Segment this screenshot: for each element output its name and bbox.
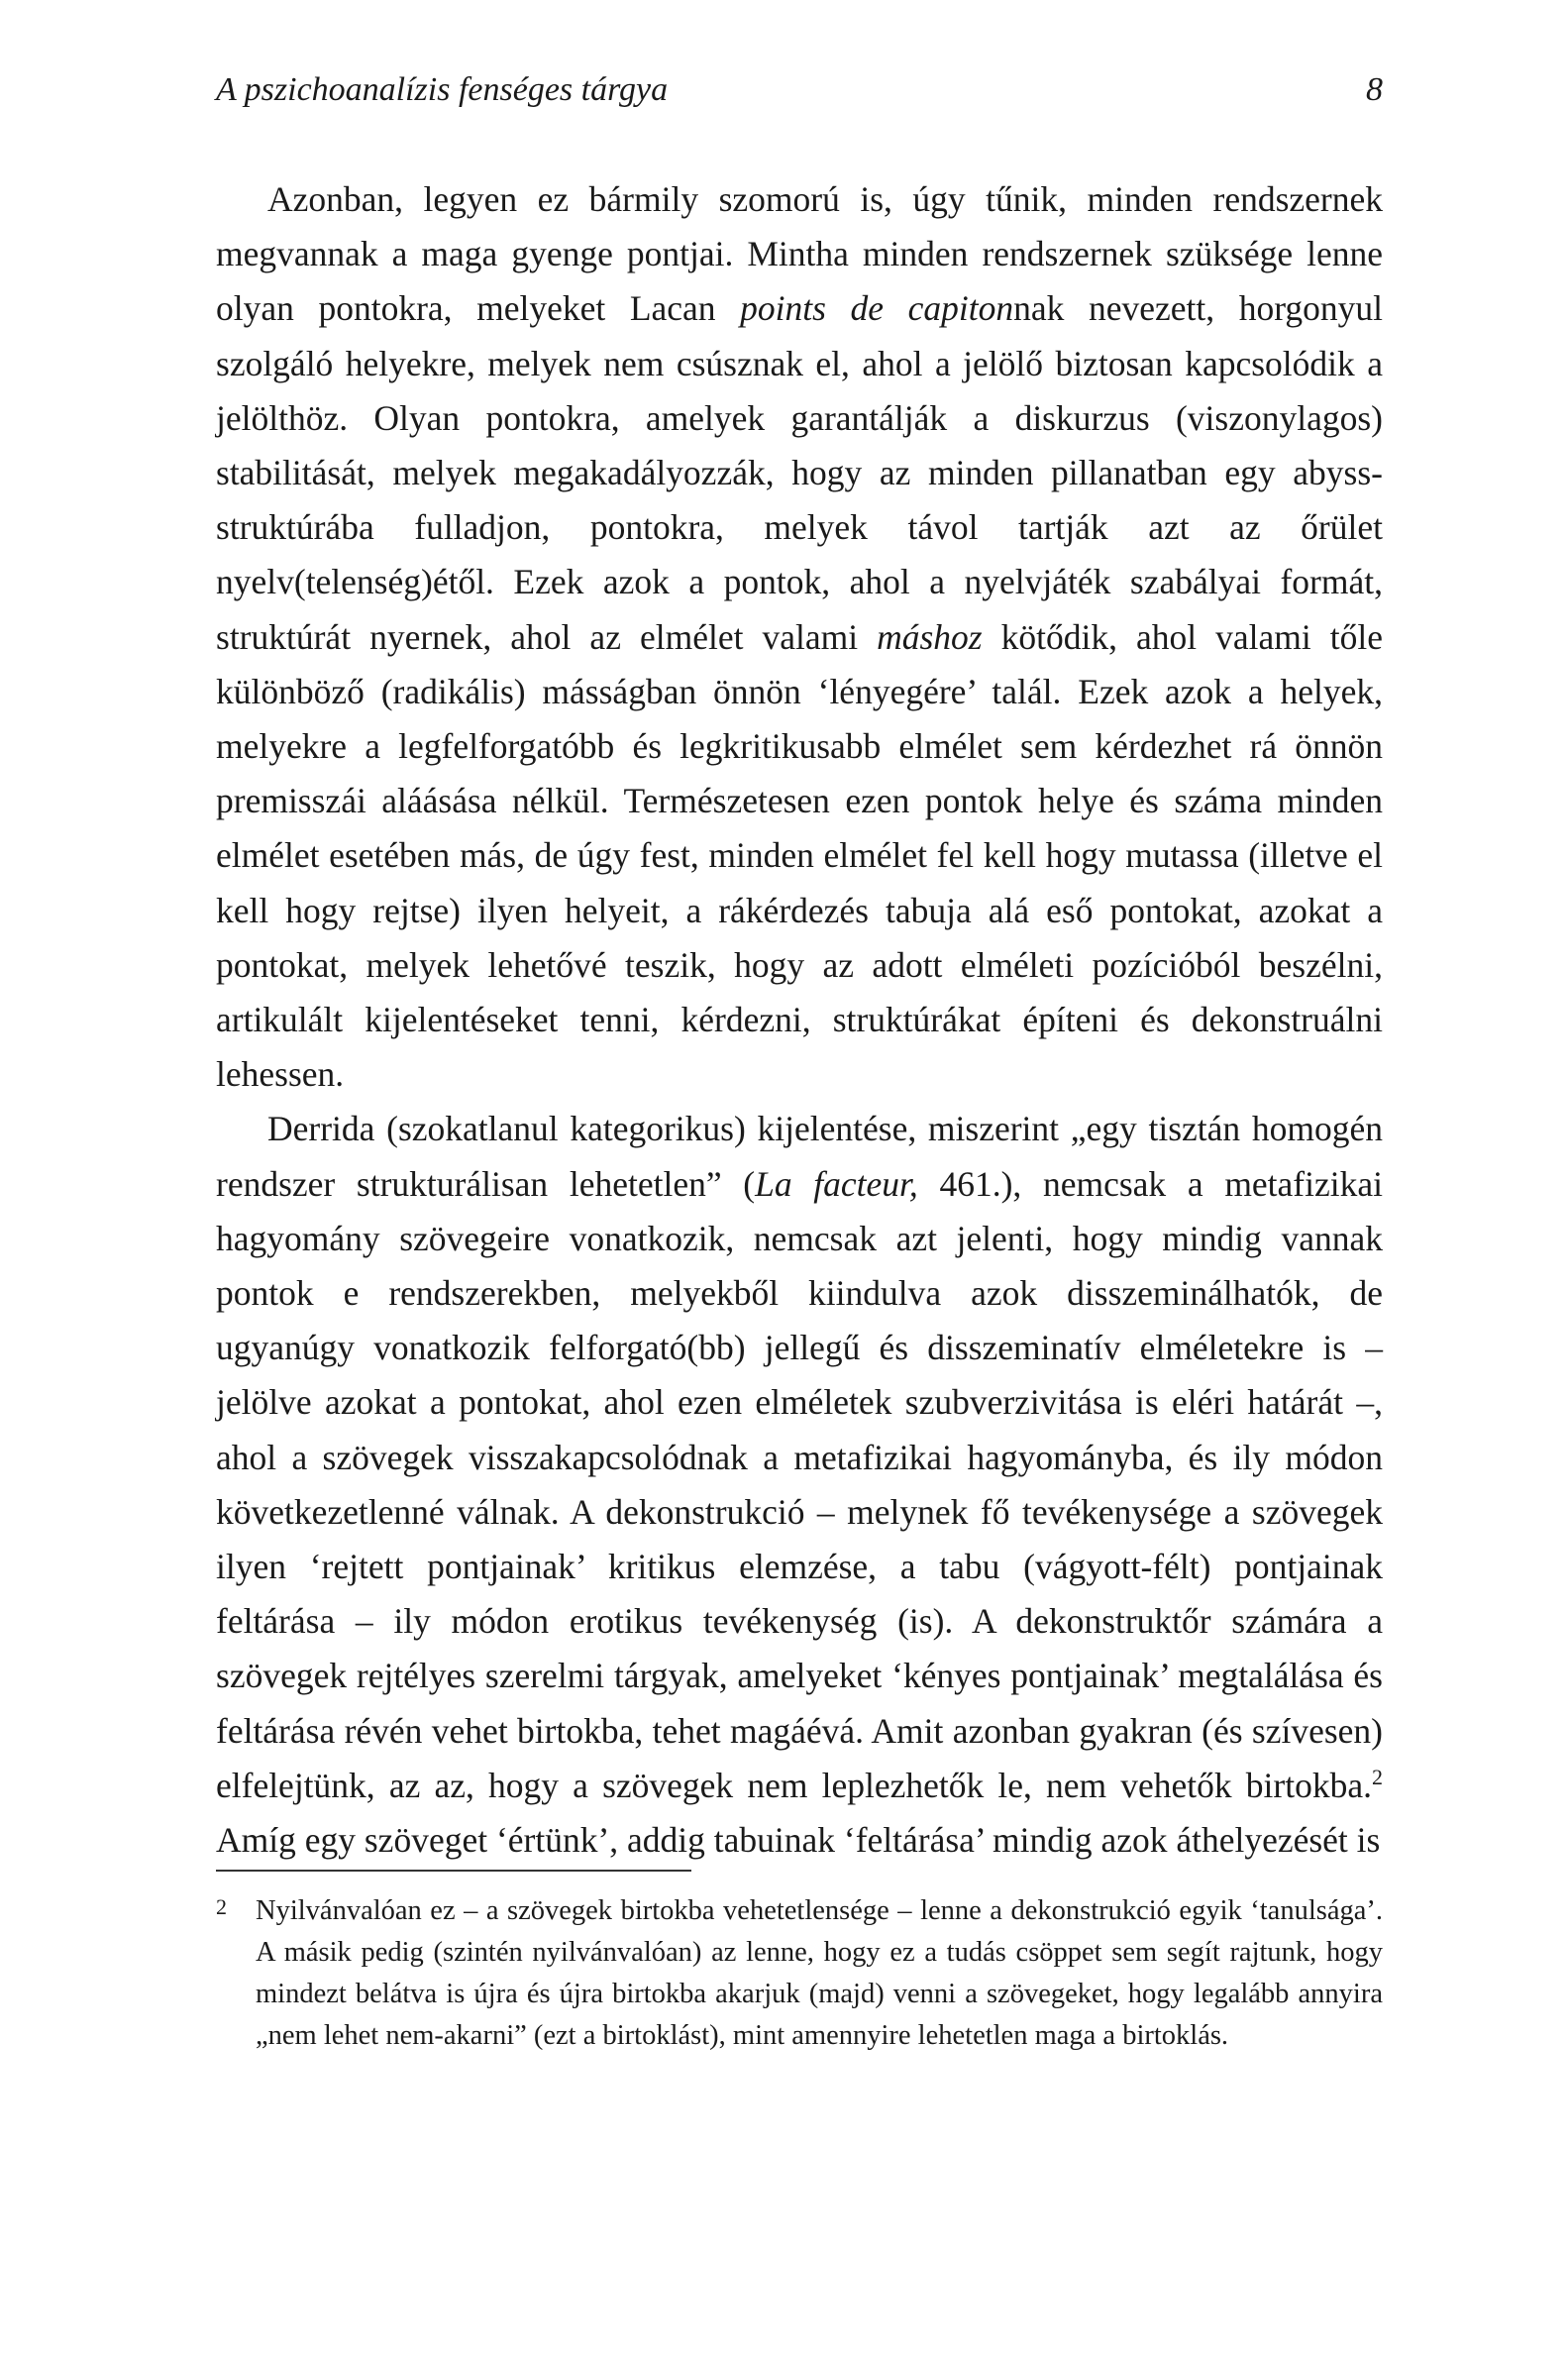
footnote-separator <box>216 1870 691 1872</box>
footnote-reference[interactable]: 2 <box>1372 1765 1383 1790</box>
paragraph-1 <box>216 172 1383 1102</box>
paragraph-2 <box>216 1102 1383 1868</box>
text-run: 461.), nemcsak a metafizikai hagyomány szövegeire vonatkozik, nemcsak azt jelenti, hogy mindig vannak pontok e rendszerekben, melyekből kiindulva azok disszeminálhatók, de ugyanúgy vonatkozik felforgató(bb) jellegű és disszeminatív elméletekre is – jelölve azokat a pontokat, ahol ezen elméletek szubverzivitása is eléri határát –, ahol a szövegek visszakapcsolódnak a metafizikai hagyományba, és ily módon következetlenné válnak. A dekonstrukció – melynek fő tevékenysége a szövegek ilyen ‘rejtett pontjainak’ kritikus elemzése, a tabu (vágyott-félt) pontjainak feltárása – ily módon erotikus tevékenység (is). A dekonstruktőr számára a szövegek rejtélyes szerelmi tárgyak, amelyeket ‘kényes pontjainak’ megtalálása és feltárása révén vehet birtokba, tehet magáévá. Amit azonban gyakran (és szívesen) elfelejtünk, az az, hogy a szövegek nem leplezhetők le, nem vehetők birtokba. <box>216 1163 1383 1805</box>
footnote <box>216 1890 1383 2057</box>
footnote-mark: 2 <box>216 1894 227 1919</box>
running-header <box>216 71 1383 121</box>
footnote-text: Nyilvánvalóan ez – a szövegek birtokba vehetetlensége – lenne a dekonstrukció egyik ‘tanulsága’. A másik pedig (szintén nyilvánvalóan) az lenne, hogy ez a tudás csöppet sem segít rajtunk, hogy mindezt belátva is újra és újra birtokba akarjuk (majd) venni a szövegeket, hogy legalább annyira „nem lehet nem-akarni” (ezt a birtoklást), mint amennyire lehetetlen maga a birtoklás. <box>256 1895 1383 2051</box>
text-run: Amíg egy szöveget ‘értünk’, addig tabuinak ‘feltárása’ mindig azok áthelyezését is <box>216 1820 1381 1861</box>
body-text <box>216 172 1383 1868</box>
running-title: A pszichoanalízis fenséges tárgya <box>216 71 669 108</box>
text-run: Azonban, legyen ez bármily szomorú is, úgy tűnik, minden rendszernek megvannak a maga gyenge pontjai. Mintha minden rendszernek szüksége lenne olyan pontokra, melyeket Lacan <box>216 179 1383 329</box>
italic-term-points-de-capiton: points de capiton <box>740 288 1014 329</box>
italic-term-mashoz: máshoz <box>877 616 983 657</box>
text-run: kötődik, ahol valami tőle különböző (radikális) másságban önnön ‘lényegére’ talál. Ezek azok a helyek, melyekre a legfelforgatóbb és legkritikusabb elmélet sem kérdezhet rá önnön premisszái aláásása nélkül. Természetesen ezen pontok helye és száma minden elmélet esetében más, de úgy fest, minden elmélet fel kell hogy mutassa (illetve el kell hogy rejtse) ilyen helyeit, a rákérdezés tabuja alá eső pontokat, azokat a pontokat, melyek lehetővé teszik, hogy az adott elméleti pozícióból beszélni, artikulált kijelentéseket tenni, kérdezni, struktúrákat építeni és dekonstruálni lehessen. <box>216 616 1383 1095</box>
text-run: nak nevezett, horgonyul szolgáló helyekre, melyek nem csúsznak el, ahol a jelölő biztosan kapcsolódik a jelölthöz. Olyan pontokra, amelyek garantálják a diskurzus (viszonylagos) stabilitását, melyek megakadályozzák, hogy az minden pillanatban egy abyss-struktúrába fulladjon, pontokra, melyek távol tartják azt az őrület nyelv(telenség)étől. Ezek azok a pontok, ahol a nyelvjáték szabályai formát, struktúrát nyernek, ahol az elmélet valami <box>216 288 1383 657</box>
page-number: 8 <box>1366 71 1383 108</box>
italic-citation-la-facteur: La facteur, <box>755 1163 918 1204</box>
text-run: Derrida (szokatlanul kategorikus) kijelentése, miszerint „egy tisztán homogén rendszer strukturálisan lehetetlen” ( <box>216 1109 1383 1204</box>
